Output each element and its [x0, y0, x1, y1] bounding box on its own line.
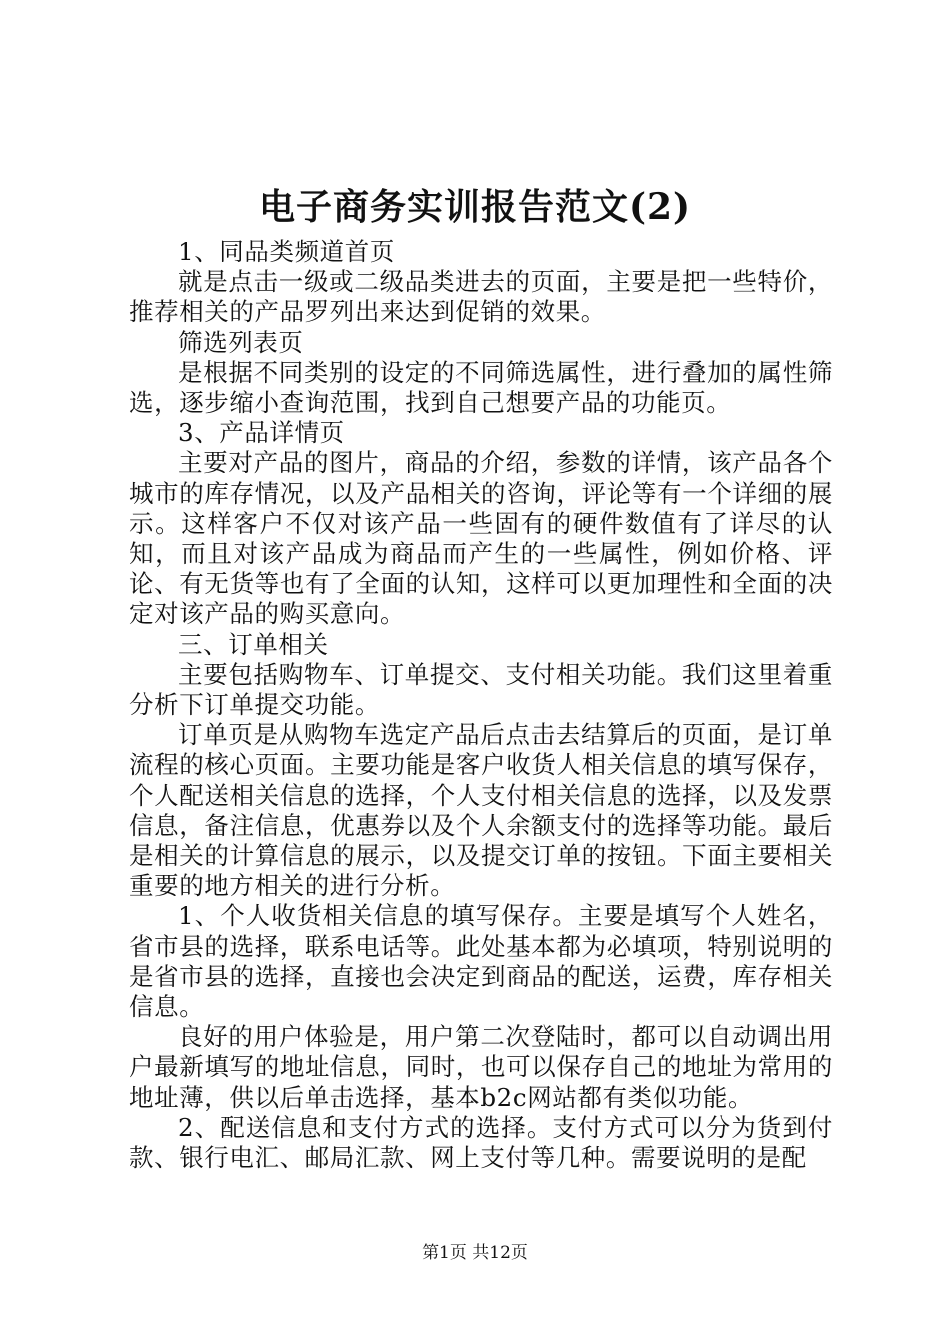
section-heading: 筛选列表页 — [178, 327, 304, 357]
paragraph: 1、个人收货相关信息的填写保存。主要是填写个人姓名，省市县的选择，联系电话等。此处基本都为必填项，特别说明的是省市县的选择，直接也会决定到商品的配送，运费，库存相关信息。 — [129, 901, 833, 1022]
paragraph: 是根据不同类别的设定的不同筛选属性，进行叠加的属性筛选，逐步缩小查询范围，找到自己想要产品的功能页。 — [129, 357, 833, 418]
page-footer: 第1页 共12页 — [422, 1243, 528, 1263]
section-heading: 1、同品类频道首页 — [178, 237, 395, 266]
document-body — [129, 237, 833, 1173]
document-title: 电子商务实训报告范文(2) — [258, 186, 692, 228]
paragraph: 主要对产品的图片，商品的介绍，参数的详情，该产品各个城市的库存情况，以及产品相关的咨询，评论等有一个详细的展示。这样客户不仅对该产品一些固有的硬件数值有了详尽的认知，而且对该产品成为商品而产生的一些属性，例如价格、评论、有无货等也有了全面的认知，这样可以更加理性和全面的决定对该产品的购买意向。 — [129, 448, 833, 629]
paragraph: 2、配送信息和支付方式的选择。支付方式可以分为货到付款、银行电汇、邮局汇款、网上支付等几种。需要说明的是配 — [129, 1112, 833, 1173]
section-heading: 3、产品详情页 — [178, 418, 345, 448]
paragraph: 订单页是从购物车选定产品后点击去结算后的页面，是订单流程的核心页面。主要功能是客户收货人相关信息的填写保存，个人配送相关信息的选择，个人支付相关信息的选择，以及发票信息，备注信息，优惠券以及个人余额支付的选择等功能。最后是相关的计算信息的展示，以及提交订单的按钮。下面主要相关重要的地方相关的进行分析。 — [129, 720, 833, 901]
paragraph: 良好的用户体验是，用户第二次登陆时，都可以自动调出用户最新填写的地址信息，同时，也可以保存自己的地址为常用的地址薄，供以后单击选择，基本b2c网站都有类似功能。 — [129, 1022, 833, 1112]
paragraph: 就是点击一级或二级品类进去的页面，主要是把一些特价，推荐相关的产品罗列出来达到促销的效果。 — [129, 267, 833, 327]
paragraph: 主要包括购物车、订单提交、支付相关功能。我们这里着重分析下订单提交功能。 — [129, 659, 833, 720]
section-heading: 三、订单相关 — [178, 629, 329, 659]
